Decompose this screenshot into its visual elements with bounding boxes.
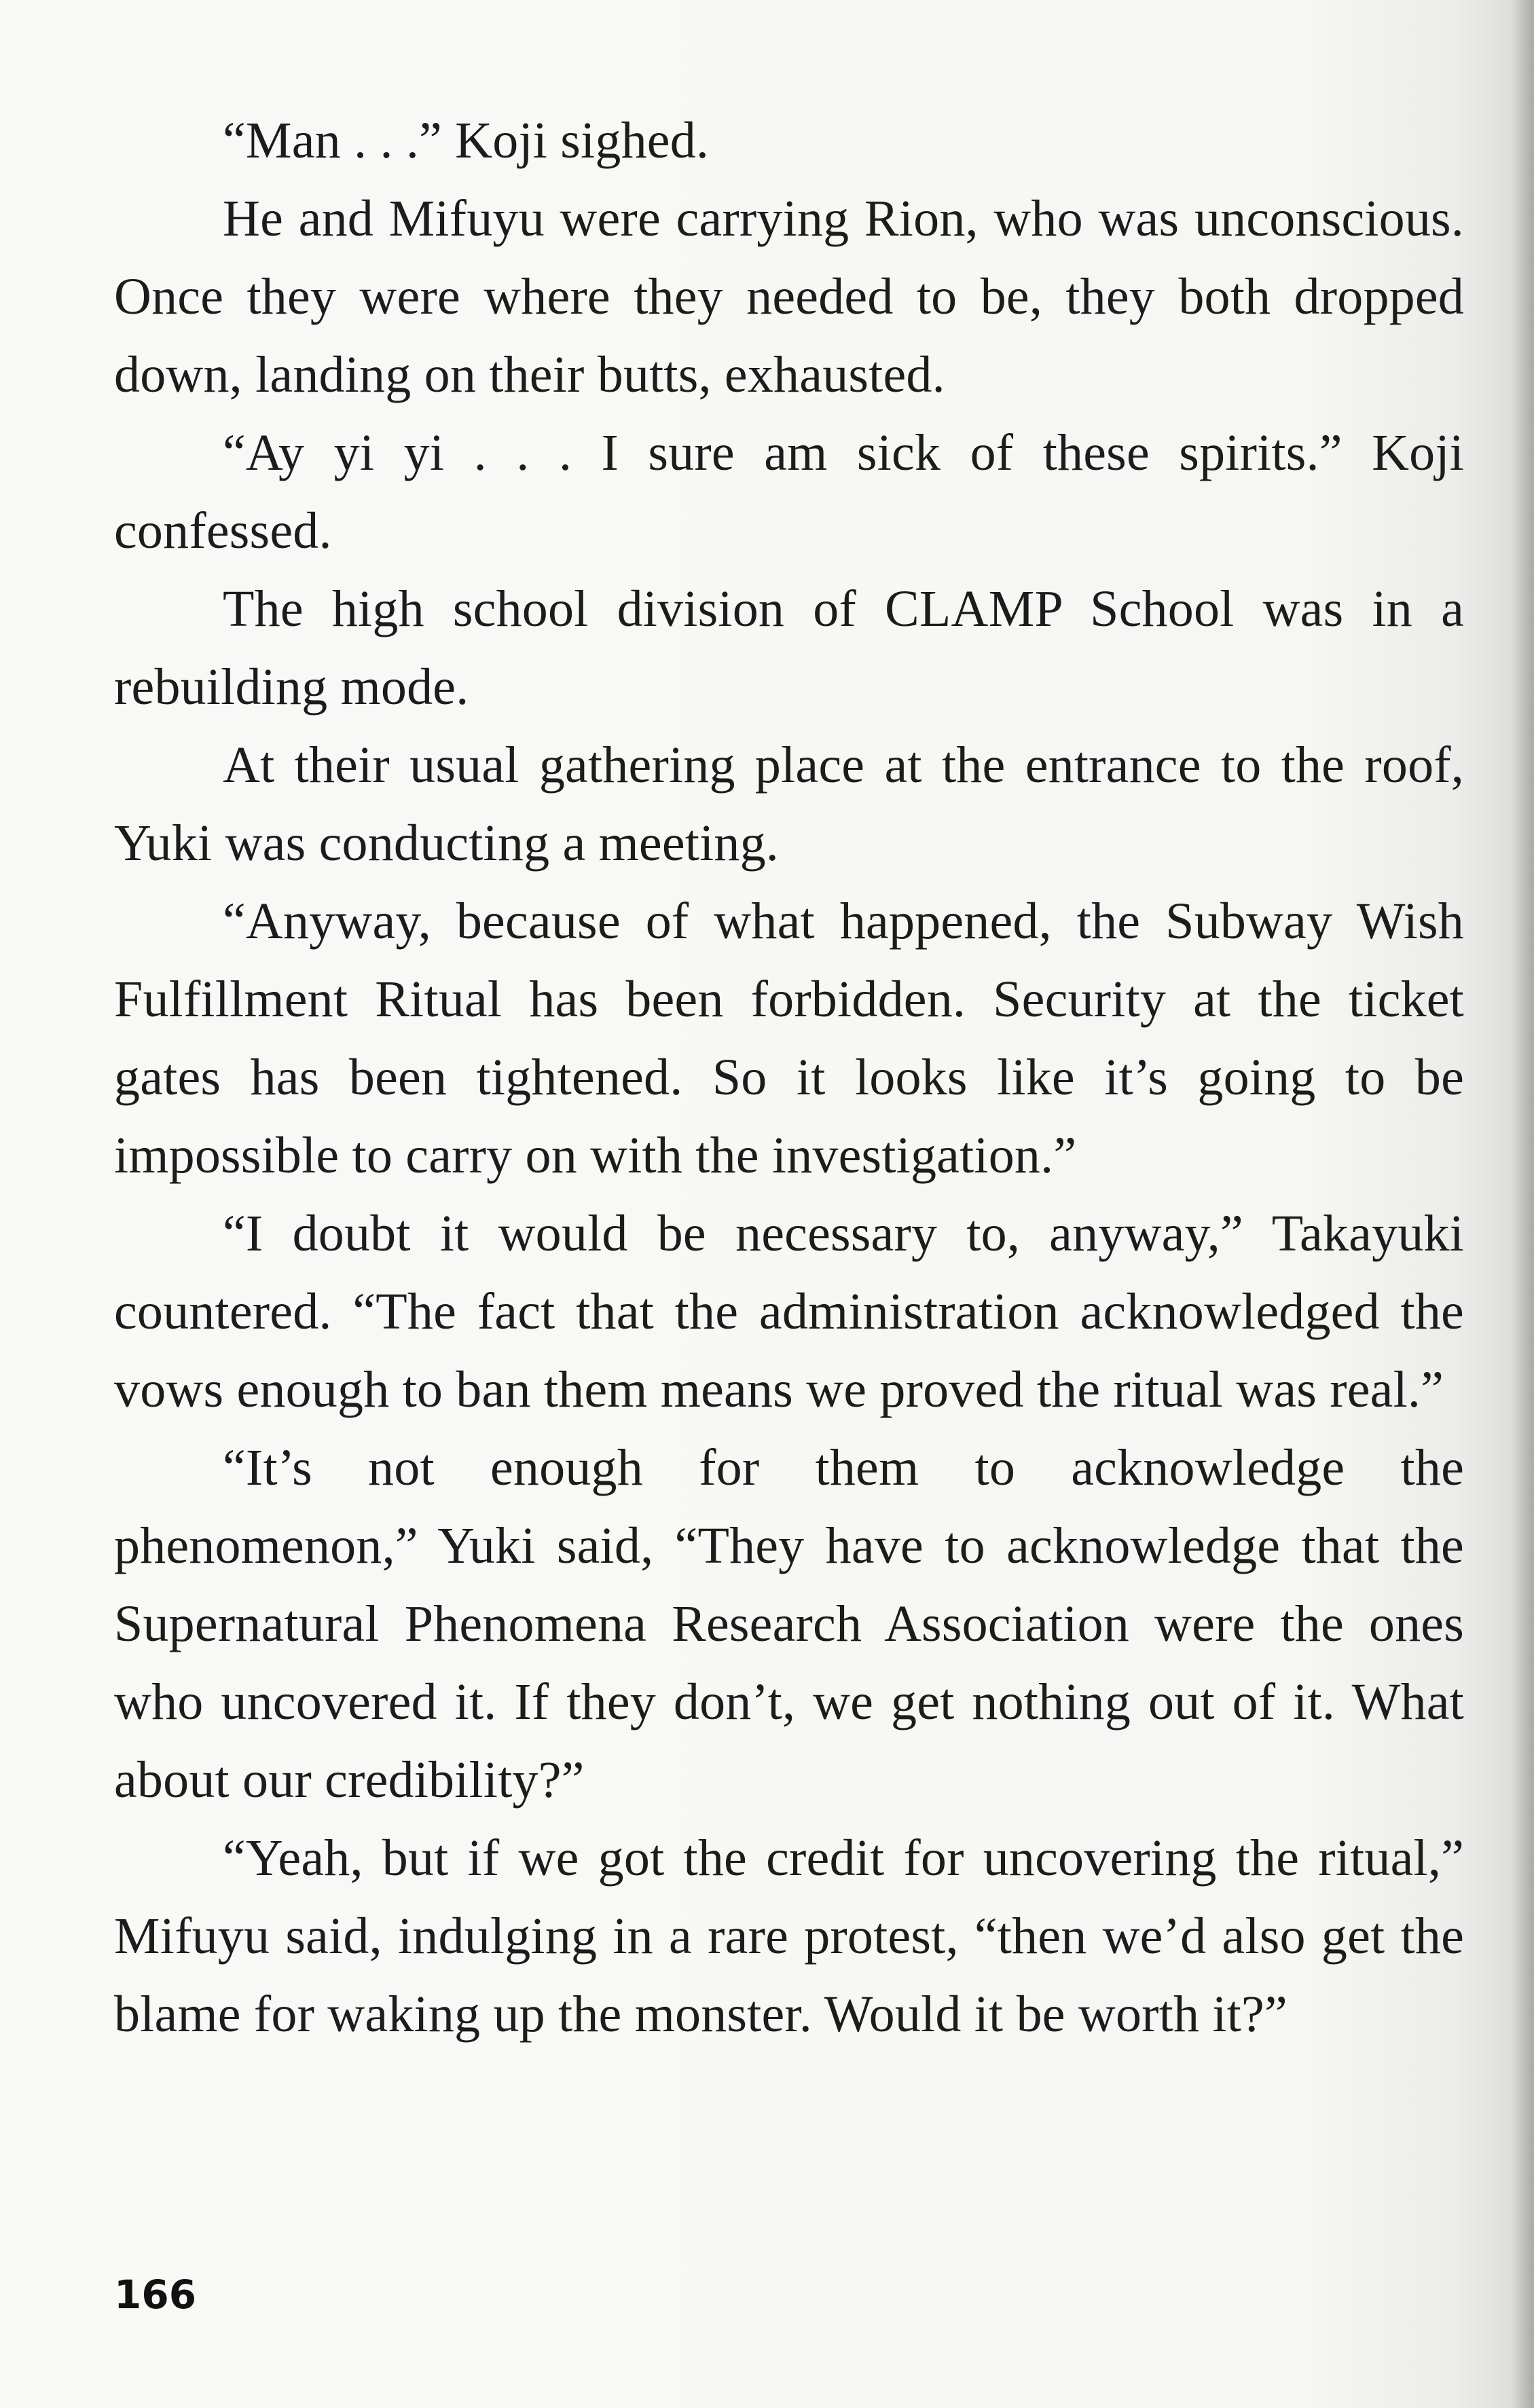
paragraph-9: “Yeah, but if we got the credit for uncovering the ritual,” Mifuyu said, indulging in a rare protest, “then we’d also get the blame for waking up the monster. Would it be worth it?”	[114, 1830, 1464, 2043]
paragraph-3: “Ay yi yi . . . I sure am sick of these spirits.” Koji confessed.	[114, 424, 1464, 559]
paragraph-7: “I doubt it would be necessary to, anyway,” Takayuki countered. “The fact that the administration acknowledged the vows enough to ban them means we proved the ritual was real.”	[114, 1205, 1464, 1418]
body-text	[114, 102, 1464, 2054]
paragraph-2: He and Mifuyu were carrying Rion, who was unconscious. Once they were where they needed to be, they both dropped down, landing on their butts, exhausted.	[114, 190, 1464, 403]
gutter-shadow	[1511, 0, 1534, 2408]
paragraph-4: The high school division of CLAMP School was in a rebuilding mode.	[114, 580, 1464, 716]
paragraph-1: “Man . . .” Koji sighed.	[223, 112, 710, 169]
paragraph-5: At their usual gathering place at the entrance to the roof, Yuki was conducting a meeting.	[114, 737, 1464, 872]
paragraph-6: “Anyway, because of what happened, the Subway Wish Fulfillment Ritual has been forbidden. Security at the ticket gates has been tightened. So it looks like it’s going to be impossible to carry on with the investigation.”	[114, 893, 1464, 1184]
page-number: 166	[114, 2272, 197, 2318]
paragraph-8: “It’s not enough for them to acknowledge the phenomenon,” Yuki said, “They have to acknowledge that the Supernatural Phenomena Research Association were the ones who uncovered it. If they don’t, we get nothing out of it. What about our credibility?”	[114, 1439, 1464, 1809]
